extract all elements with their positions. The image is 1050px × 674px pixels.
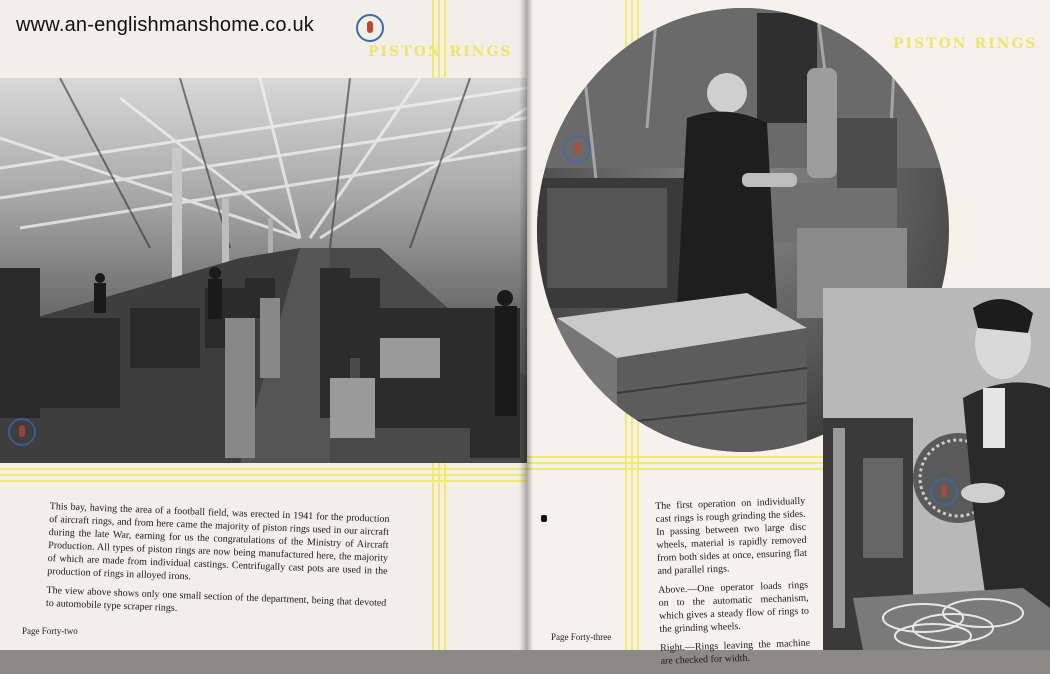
yellow-rule xyxy=(0,474,527,476)
page-number-right: Page Forty-three xyxy=(551,632,612,642)
watermark-url: www.an-englishmanshome.co.uk xyxy=(16,14,314,36)
watermark-logo-icon xyxy=(563,135,591,163)
yellow-rule xyxy=(0,480,527,482)
watermark-logo-icon xyxy=(930,478,958,506)
paragraph: Above.—One operator loads rings on to the automatic mechanism, which gives a steady flow of rings to the grinding wheels. xyxy=(657,579,810,635)
yellow-rule xyxy=(527,456,825,458)
yellow-rule xyxy=(527,462,825,464)
page-heading-left: PISTON RINGS xyxy=(368,44,513,60)
ring-inspection-photo xyxy=(823,288,1050,650)
watermark-logo-icon xyxy=(356,14,384,42)
yellow-rule xyxy=(0,468,527,470)
paragraph: Right.—Rings leaving the machine are checked for width. xyxy=(659,637,811,667)
left-page xyxy=(0,0,527,650)
ink-spot xyxy=(541,515,547,522)
paragraph: The first operation on individually cast rings is rough grinding the sides. In passing between two large disc wheels, material is rapidly removed from both sides at once, ensuring flat and parallel rings. xyxy=(655,495,808,577)
watermark-logo-icon xyxy=(8,418,36,446)
page-number-left: Page Forty-two xyxy=(22,626,78,636)
yellow-rule xyxy=(527,468,825,470)
page-heading-right: PISTON RINGS xyxy=(893,36,1038,52)
paragraph: This bay, having the area of a football field, was erected in 1941 for the production of aircraft rings, and from here came the majority of piston rings used in our aircraft during the late War, earning for us the congratulations of the Ministry of Aircraft Production. All types of piston rings are now being manufactured here, the majority of which are made from individual castings. Centrifugally cast pots are used in the production of rings in alloyed irons. xyxy=(47,500,390,583)
book-spine-shadow xyxy=(519,0,533,650)
paragraph: The view above shows only one small section of the department, being that devoted to automobile type scraper rings. xyxy=(45,584,387,614)
body-text-left xyxy=(46,500,390,629)
body-text-right xyxy=(655,495,811,674)
factory-floor-photo xyxy=(0,78,527,463)
